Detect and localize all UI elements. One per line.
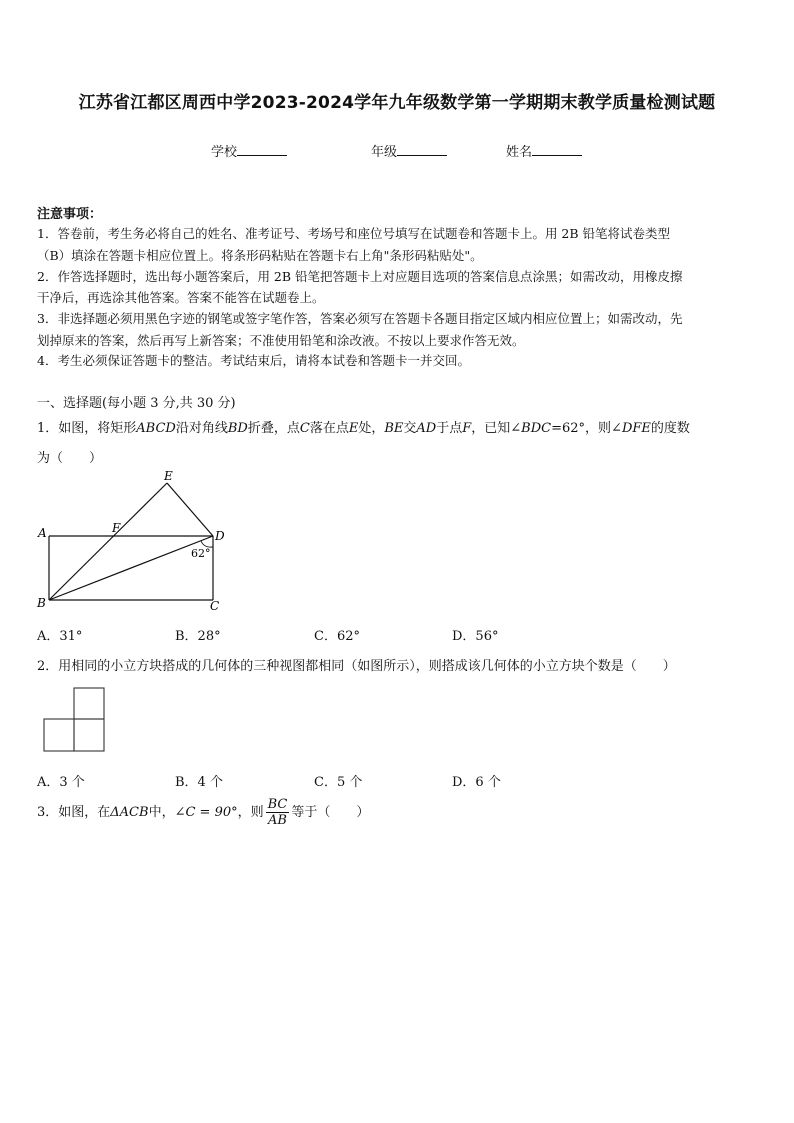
fraction bbox=[266, 797, 290, 828]
q1-stem: 1．如图，将矩形ABCD沿对角线BD折叠，点C落在点E处，BE交AD于点F，已知∠BDC=62°，则∠DFE的度数 bbox=[37, 421, 690, 436]
q1-option-b: B．28° bbox=[175, 629, 221, 644]
label-e: E bbox=[164, 469, 173, 483]
q2-option-a: A．3 个 bbox=[37, 775, 85, 790]
notes-line: 划掉原来的答案，然后再写上新答案；不准使用铅笔和涂改液。不按以上要求作答无效。 bbox=[37, 333, 525, 348]
name-label: 姓名 bbox=[506, 145, 533, 160]
school-label: 学校 bbox=[211, 145, 238, 160]
q2-figure bbox=[42, 686, 106, 754]
angle-label: 62° bbox=[191, 547, 211, 560]
section-heading: 一、选择题(每小题 3 分,共 30 分) bbox=[37, 396, 236, 411]
fraction-numerator: BC bbox=[267, 797, 288, 812]
name-blank bbox=[532, 143, 582, 156]
school-blank bbox=[237, 143, 287, 156]
notes-line: 4．考生必须保证答题卡的整洁。考试结束后，请将本试卷和答题卡一并交回。 bbox=[37, 353, 470, 368]
notes-line: 2．作答选择题时，选出每小题答案后，用 2B 铅笔把答题卡上对应题目选项的答案信息点涂黑；如需改动，用橡皮擦 bbox=[37, 269, 683, 284]
q1-stem-line2: 为（ ） bbox=[37, 451, 103, 466]
q1-figure bbox=[30, 466, 240, 618]
q2-option-b: B．4 个 bbox=[175, 775, 223, 790]
q2-option-d: D．6 个 bbox=[452, 775, 501, 790]
grade-blank bbox=[397, 143, 447, 156]
notes-line: 3．非选择题必须用黑色字迹的钢笔或签字笔作答，答案必须写在答题卡各题目指定区域内相应位置上；如需改动，先 bbox=[37, 311, 683, 326]
q2-stem: 2．用相同的小立方块搭成的几何体的三种视图都相同（如图所示），则搭成该几何体的小立方块个数是（ ） bbox=[37, 659, 676, 674]
notes-line: （B）填涂在答题卡相应位置上。将条形码粘贴在答题卡右上角"条形码粘贴处"。 bbox=[37, 248, 483, 263]
view-square-right bbox=[74, 719, 104, 751]
label-a: A bbox=[38, 526, 47, 540]
name-field bbox=[506, 141, 582, 160]
grade-field bbox=[371, 141, 447, 160]
notes-line: 干净后，再选涂其他答案。答案不能答在试题卷上。 bbox=[37, 290, 325, 305]
view-square-top bbox=[74, 688, 104, 719]
school-field bbox=[211, 141, 287, 160]
view-square-left bbox=[44, 719, 74, 751]
page-title: 江苏省江都区周西中学2023-2024学年九年级数学第一学期期末教学质量检测试题 bbox=[78, 93, 716, 113]
fraction-denominator: AB bbox=[268, 813, 287, 828]
q1-option-d: D．56° bbox=[452, 629, 499, 644]
q3-stem: 3．如图，在ΔACB中，∠C = 90°，则 $\frac{BC}{AB}$ 等于（ ） bbox=[37, 797, 370, 828]
label-b: B bbox=[37, 596, 46, 610]
notes-heading: 注意事项： bbox=[37, 207, 103, 222]
label-c: C bbox=[210, 599, 220, 613]
label-d: D bbox=[215, 529, 225, 543]
q1-option-c: C．62° bbox=[314, 629, 360, 644]
grade-label: 年级 bbox=[371, 145, 398, 160]
q1-option-a: A．31° bbox=[37, 629, 83, 644]
notes-line: 1．答卷前，考生务必将自己的姓名、准考证号、考场号和座位号填写在试题卷和答题卡上。用 2B 铅笔将试卷类型 bbox=[37, 226, 671, 241]
q2-option-c: C．5 个 bbox=[314, 775, 363, 790]
label-f: F bbox=[112, 521, 121, 535]
